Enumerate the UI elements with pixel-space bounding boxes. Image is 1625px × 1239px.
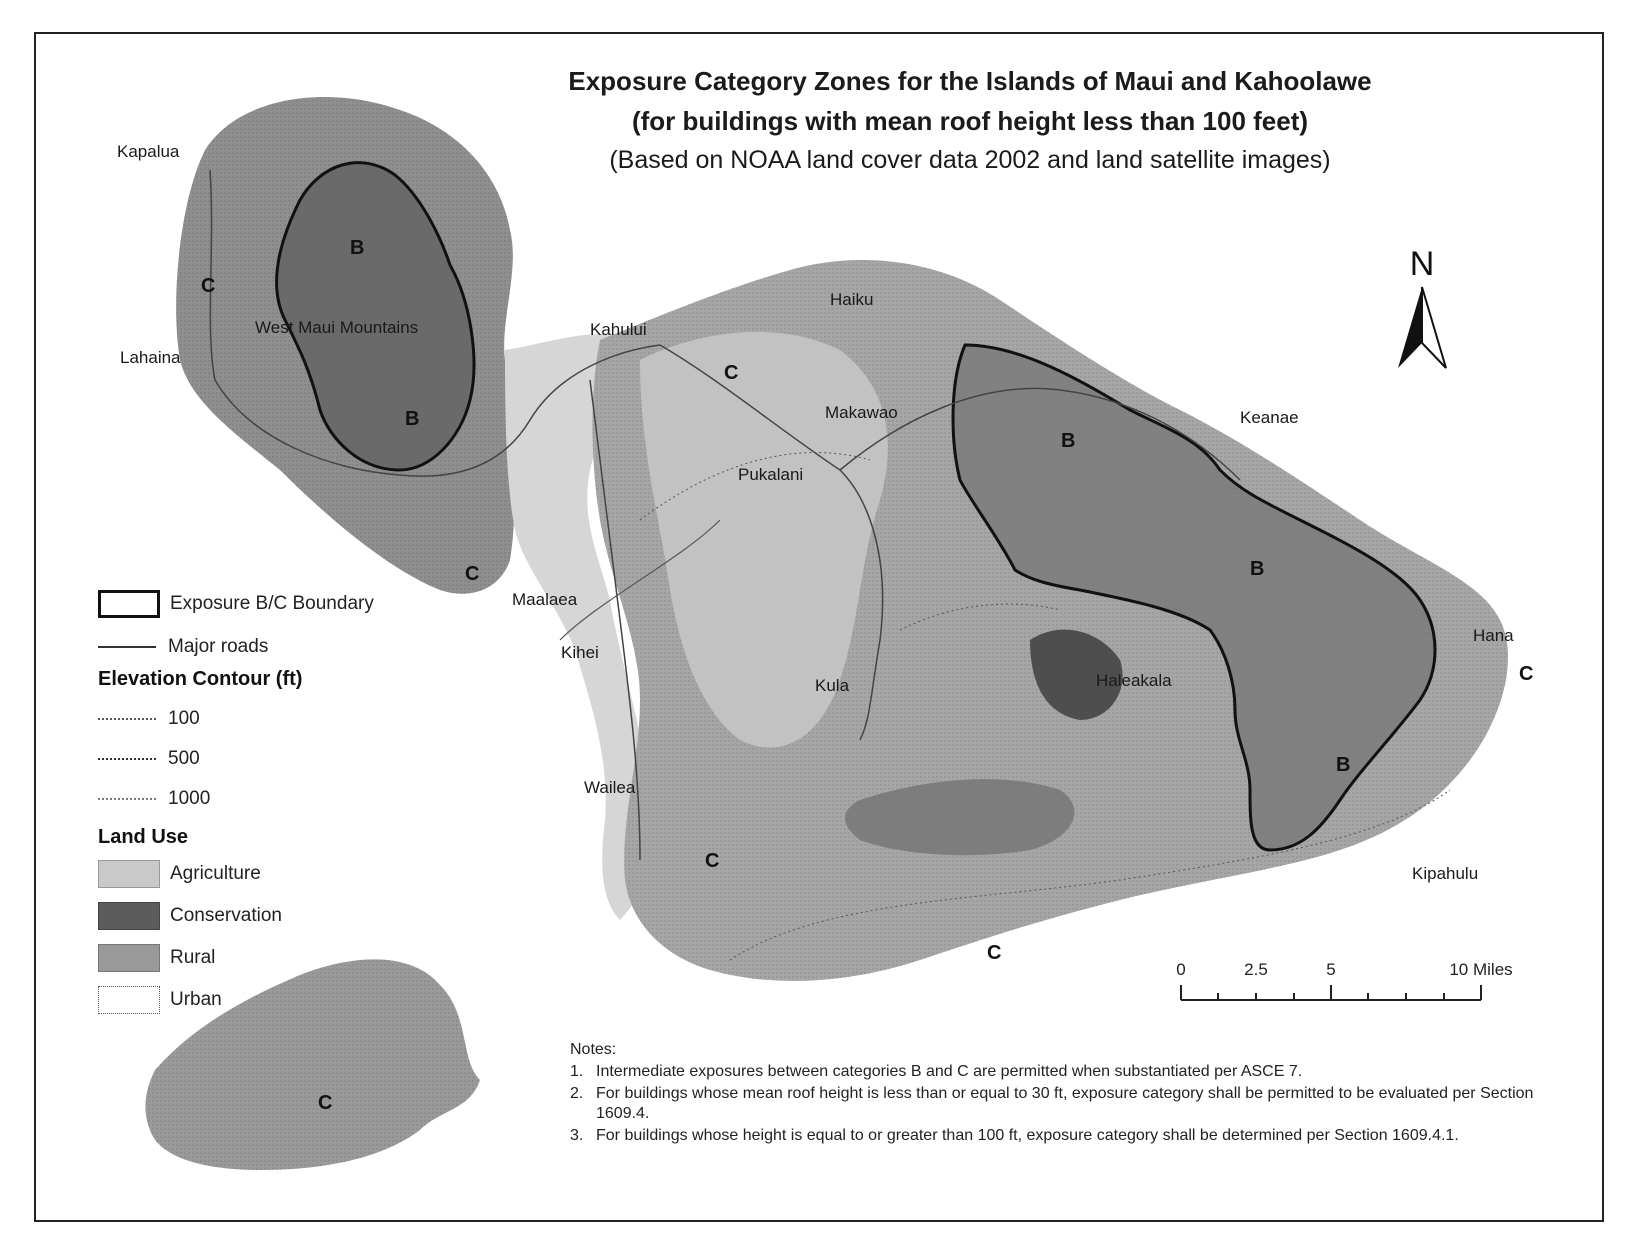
legend-contour-label: 500 [168, 748, 200, 769]
legend-contour-label: 100 [168, 708, 200, 729]
note-text: For buildings whose height is equal to or greater than 100 ft, exposure category shall be determined per Section 1609.4.1. [596, 1127, 1459, 1144]
zone-label-b: B [1061, 430, 1076, 452]
legend-contour-line [98, 758, 156, 760]
legend-rural-label: Rural [170, 947, 216, 969]
note-number: 3. [570, 1127, 584, 1144]
zone-label-c: C [201, 275, 216, 297]
north-arrow [1392, 243, 1452, 373]
place-label-lahaina: Lahaina [120, 348, 181, 367]
legend-roads-label: Major roads [168, 636, 269, 657]
legend-landuse-conservation [98, 902, 282, 930]
legend-boundary [98, 590, 374, 618]
legend-agriculture-label: Agriculture [170, 863, 261, 885]
legend-landuse-rural [98, 944, 215, 972]
place-label-haiku: Haiku [830, 290, 874, 309]
legend-boundary-swatch [98, 590, 160, 618]
note-number: 1. [570, 1063, 584, 1080]
place-label-kahului: Kahului [590, 320, 647, 339]
place-label-pukalani: Pukalani [738, 465, 804, 484]
place-label-makawao: Makawao [825, 403, 898, 422]
legend-contour-100 [98, 708, 200, 730]
place-label-kihei: Kihei [561, 643, 599, 662]
legend-contour-line [98, 798, 156, 800]
zone-label-c: C [465, 563, 480, 585]
legend-landuse-agriculture [98, 860, 261, 888]
place-label-kipahulu: Kipahulu [1412, 864, 1479, 883]
zone-label-c: C [987, 942, 1002, 964]
legend-agriculture-swatch [98, 860, 160, 888]
legend-contour-label: 1000 [168, 788, 211, 809]
legend-contour-1000 [98, 788, 210, 810]
scale-tick-label: 5 [1326, 960, 1336, 979]
place-label-west-maui: West Maui Mountains [255, 318, 419, 337]
map-subtitle: (for buildings with mean roof height less than 100 feet) [631, 106, 1309, 136]
legend-roads [98, 636, 268, 658]
place-label-maalaea: Maalaea [512, 590, 578, 609]
note-text: Intermediate exposures between categories B and C are permitted when substantiated per ASCE 7. [596, 1063, 1303, 1080]
legend-landuse-title: Land Use [98, 826, 189, 848]
place-label-hana: Hana [1473, 626, 1514, 645]
legend-urban-label: Urban [170, 989, 222, 1011]
zone-label-c: C [318, 1092, 333, 1114]
legend-rural-swatch [98, 944, 160, 972]
note-item [570, 1084, 1580, 1124]
legend-conservation-label: Conservation [170, 905, 282, 927]
place-label-haleakala: Haleakala [1096, 671, 1172, 690]
note-number: 2. [570, 1085, 584, 1102]
legend-urban-swatch [98, 986, 160, 1014]
legend-contour-500 [98, 748, 200, 770]
zone-label-b: B [1336, 754, 1351, 776]
zone-label-b: B [1250, 558, 1265, 580]
map-source-note: (Based on NOAA land cover data 2002 and land satellite images) [609, 146, 1331, 174]
zone-label-c: C [705, 850, 720, 872]
place-label-wailea: Wailea [584, 778, 636, 797]
zone-label-c: C [724, 362, 739, 384]
map-notes [570, 1040, 1580, 1148]
zone-label-b: B [405, 408, 420, 430]
legend-landuse-urban [98, 986, 222, 1014]
north-arrow-left-half [1398, 287, 1422, 368]
legend-roads-line [98, 646, 156, 648]
legend-elevation-title: Elevation Contour (ft) [98, 668, 303, 690]
zone-label-c: C [1519, 663, 1534, 685]
legend-conservation-swatch [98, 902, 160, 930]
place-label-kapalua: Kapalua [117, 142, 180, 161]
legend-boundary-label: Exposure B/C Boundary [170, 593, 374, 615]
scale-bar [1176, 955, 1516, 1015]
north-label: N [1409, 245, 1435, 283]
place-label-keanae: Keanae [1240, 408, 1299, 427]
zone-label-b: B [350, 237, 365, 259]
north-arrow-right-half [1422, 287, 1446, 368]
note-text: For buildings whose mean roof height is less than or equal to 30 ft, exposure category shall be permitted to be evaluated per Section 1609.4. [596, 1085, 1534, 1122]
map-title: Exposure Category Zones for the Islands of Maui and Kahoolawe [568, 66, 1372, 96]
scale-ticks [1181, 985, 1481, 1000]
scale-tick-label: 0 [1176, 960, 1186, 979]
note-item [570, 1126, 1580, 1146]
place-label-kula: Kula [815, 676, 850, 695]
note-item [570, 1062, 1580, 1082]
notes-heading: Notes: [570, 1041, 617, 1058]
legend-contour-line [98, 718, 156, 720]
scale-tick-label: 10 Miles [1449, 960, 1513, 979]
scale-tick-label: 2.5 [1244, 960, 1268, 979]
